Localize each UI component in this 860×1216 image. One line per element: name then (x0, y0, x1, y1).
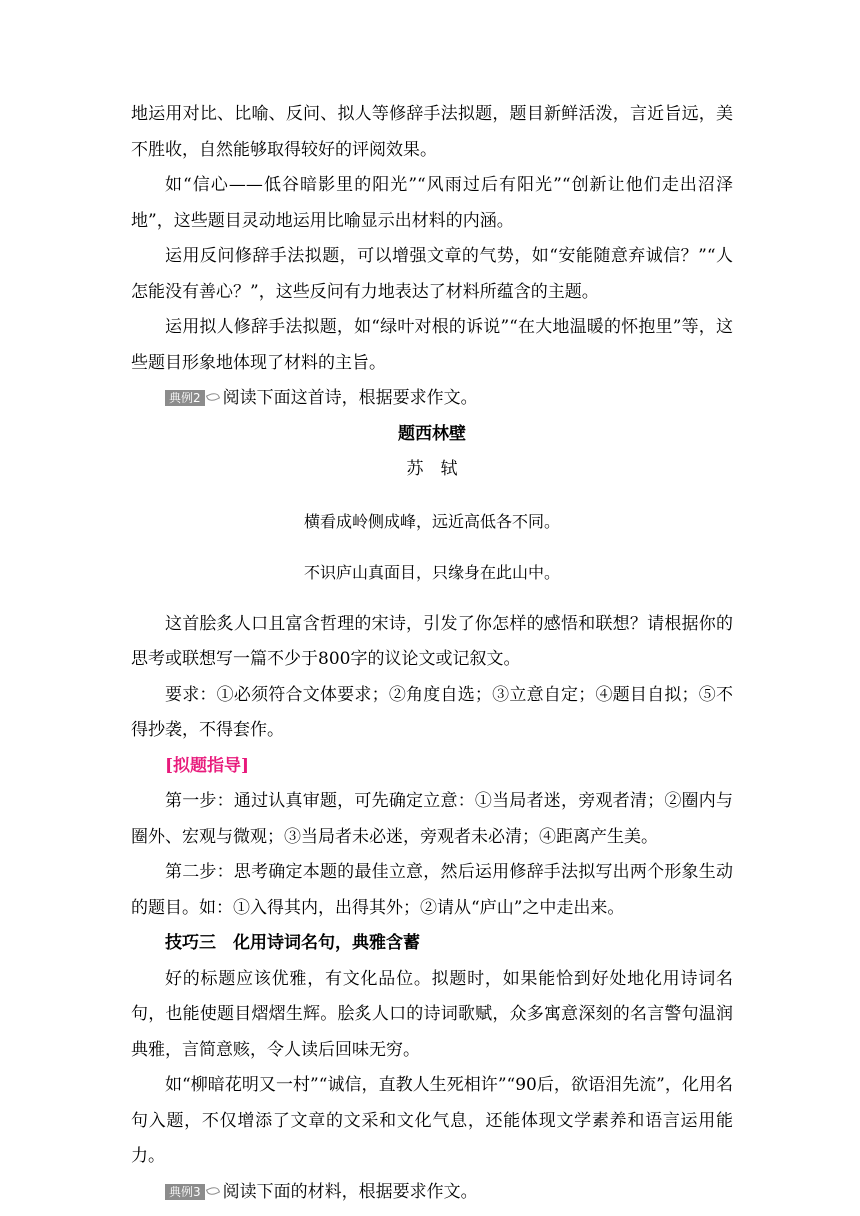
example-2-text: 阅读下面这首诗，根据要求作文。 (222, 388, 478, 408)
paragraph-rhetoric-intro: 地运用对比、比喻、反问、拟人等修辞手法拟题，题目新鲜活泼，言近旨远，美不胜收，自然能够取得较好的评阅效果。 (131, 104, 733, 160)
guide-step-2: 第二步：思考确定本题的最佳立意，然后运用修辞手法拟写出两个形象生动的题目。如：①入得其内，出得其外；②请从“庐山”之中走出来。 (131, 862, 733, 918)
example-2-badge-label: 典例2 (169, 391, 201, 405)
leaf-icon (206, 391, 220, 403)
skill-3-heading: 技巧三 化用诗词名句，典雅含蓄 (165, 933, 420, 953)
leaf-icon (206, 1184, 220, 1196)
example-2-badge (165, 390, 205, 406)
skill-3-paragraph-1: 好的标题应该优雅，有文化品位。拟题时，如果能恰到好处地化用诗词名句，也能使题目熠熠生辉。脍炙人口的诗词歌赋，众多寓意深刻的名言警句温润典雅，言简意赅，令人读后回味无穷。 (131, 968, 733, 1060)
guide-label: [拟题指导] (165, 755, 250, 776)
skill-3-paragraph-2: 如“柳暗花明又一村”“诚信，直教人生死相许”“90后，欲语泪先流”，化用名句入题，不仅增添了文章的文采和文化气息，还能体现文学素养和语言运用能力。 (131, 1075, 733, 1166)
example-3-badge-label: 典例3 (169, 1184, 201, 1199)
example-3-text: 阅读下面的材料，根据要求作文。 (222, 1181, 478, 1202)
guide-step-1: 第一步：通过认真审题，可先确定立意：①当局者迷，旁观者清；②圈内与圈外、宏观与微观；③当局者未必迷，旁观者未必清；④距离产生美。 (131, 791, 733, 847)
example-2-intro (131, 381, 733, 417)
paragraph-rhetorical-question: 运用反问修辞手法拟题，可以增强文章的气势，如“安能随意弃诚信？”“人怎能没有善心？”，这些反问有力地表达了材料所蕴含的主题。 (131, 246, 733, 302)
poem-line-2: 不识庐山真面目，只缘身在此山中。 (303, 563, 560, 582)
example-3-intro (131, 1175, 733, 1211)
writing-requirements: 要求：①必须符合文体要求；②角度自选；③立意自定；④题目自拟；⑤不得抄袭，不得套作。 (131, 684, 733, 740)
poem-title: 题西林壁 (398, 423, 466, 444)
poem-line-1: 横看成岭侧成峰，远近高低各不同。 (303, 511, 560, 531)
example-3-badge (165, 1184, 205, 1200)
document-body (131, 97, 733, 1210)
paragraph-personification: 运用拟人修辞手法拟题，如“绿叶对根的诉说”“在大地温暖的怀抱里”等，这些题目形象地体现了材料的主旨。 (131, 317, 733, 373)
poem-author: 苏 轼 (406, 459, 458, 479)
writing-prompt: 这首脍炙人口且富含哲理的宋诗，引发了你怎样的感悟和联想？请根据你的思考或联想写一篇不少于800字的议论文或记叙文。 (131, 613, 733, 669)
paragraph-metaphor-examples: 如“信心——低谷暗影里的阳光”“风雨过后有阳光”“创新让他们走出沼泽地”，这些题目灵动地运用比喻显示出材料的内涵。 (131, 175, 733, 231)
